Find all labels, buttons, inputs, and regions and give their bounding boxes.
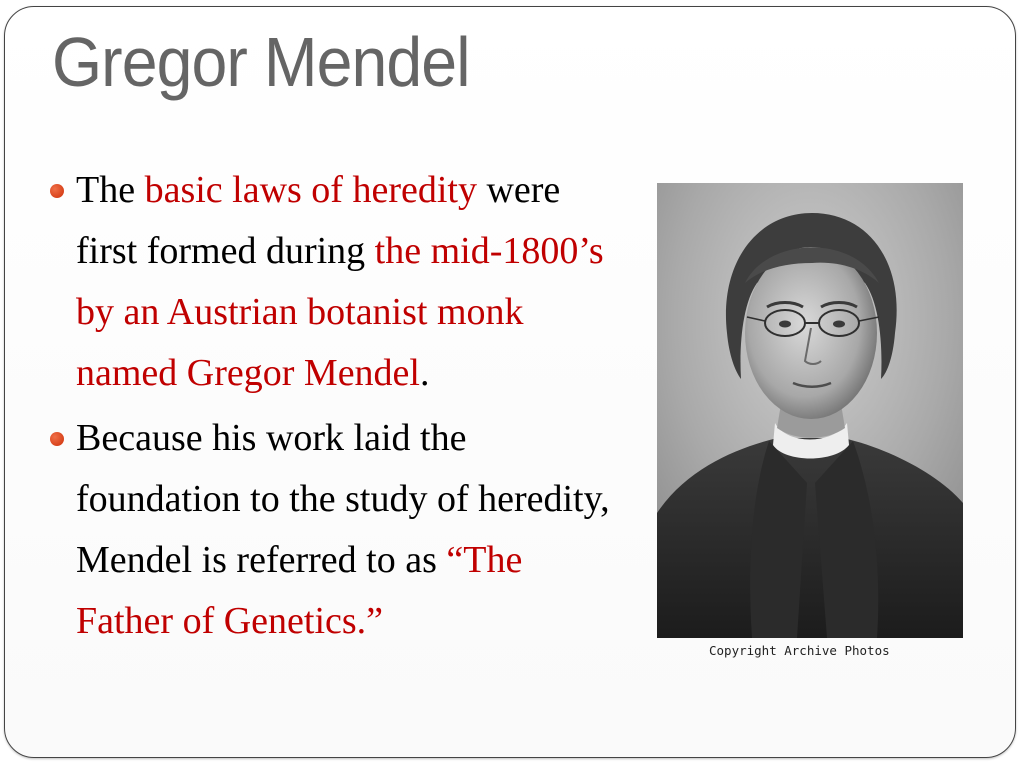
bullet-item-2 bbox=[48, 408, 628, 652]
bullet-item-1 bbox=[48, 160, 628, 404]
bullet-1-prefix: The bbox=[76, 169, 145, 211]
bullet-dot-icon bbox=[50, 184, 64, 198]
bullet-dot-icon bbox=[50, 432, 64, 446]
bullet-1-highlight-laws: basic laws of heredity bbox=[144, 169, 477, 211]
bullet-1-suffix: . bbox=[420, 352, 430, 394]
mendel-portrait-photo bbox=[657, 183, 963, 638]
bullet-2-text: Because his work laid the foundation to the study of heredity, Mendel is referred to as bbox=[76, 417, 610, 581]
slide-content bbox=[48, 160, 628, 652]
bullet-1-highlight-origin: the mid-1800’s by an Austrian botanist monk named Gregor Mendel bbox=[76, 230, 604, 394]
bullet-1-middle: were first formed during bbox=[76, 169, 561, 272]
portrait-image bbox=[657, 183, 963, 638]
slide-title: Gregor Mendel bbox=[52, 23, 470, 101]
photo-credit: Copyright Archive Photos bbox=[709, 643, 890, 658]
bullet-2-highlight: “The Father of Genetics.” bbox=[76, 539, 523, 642]
